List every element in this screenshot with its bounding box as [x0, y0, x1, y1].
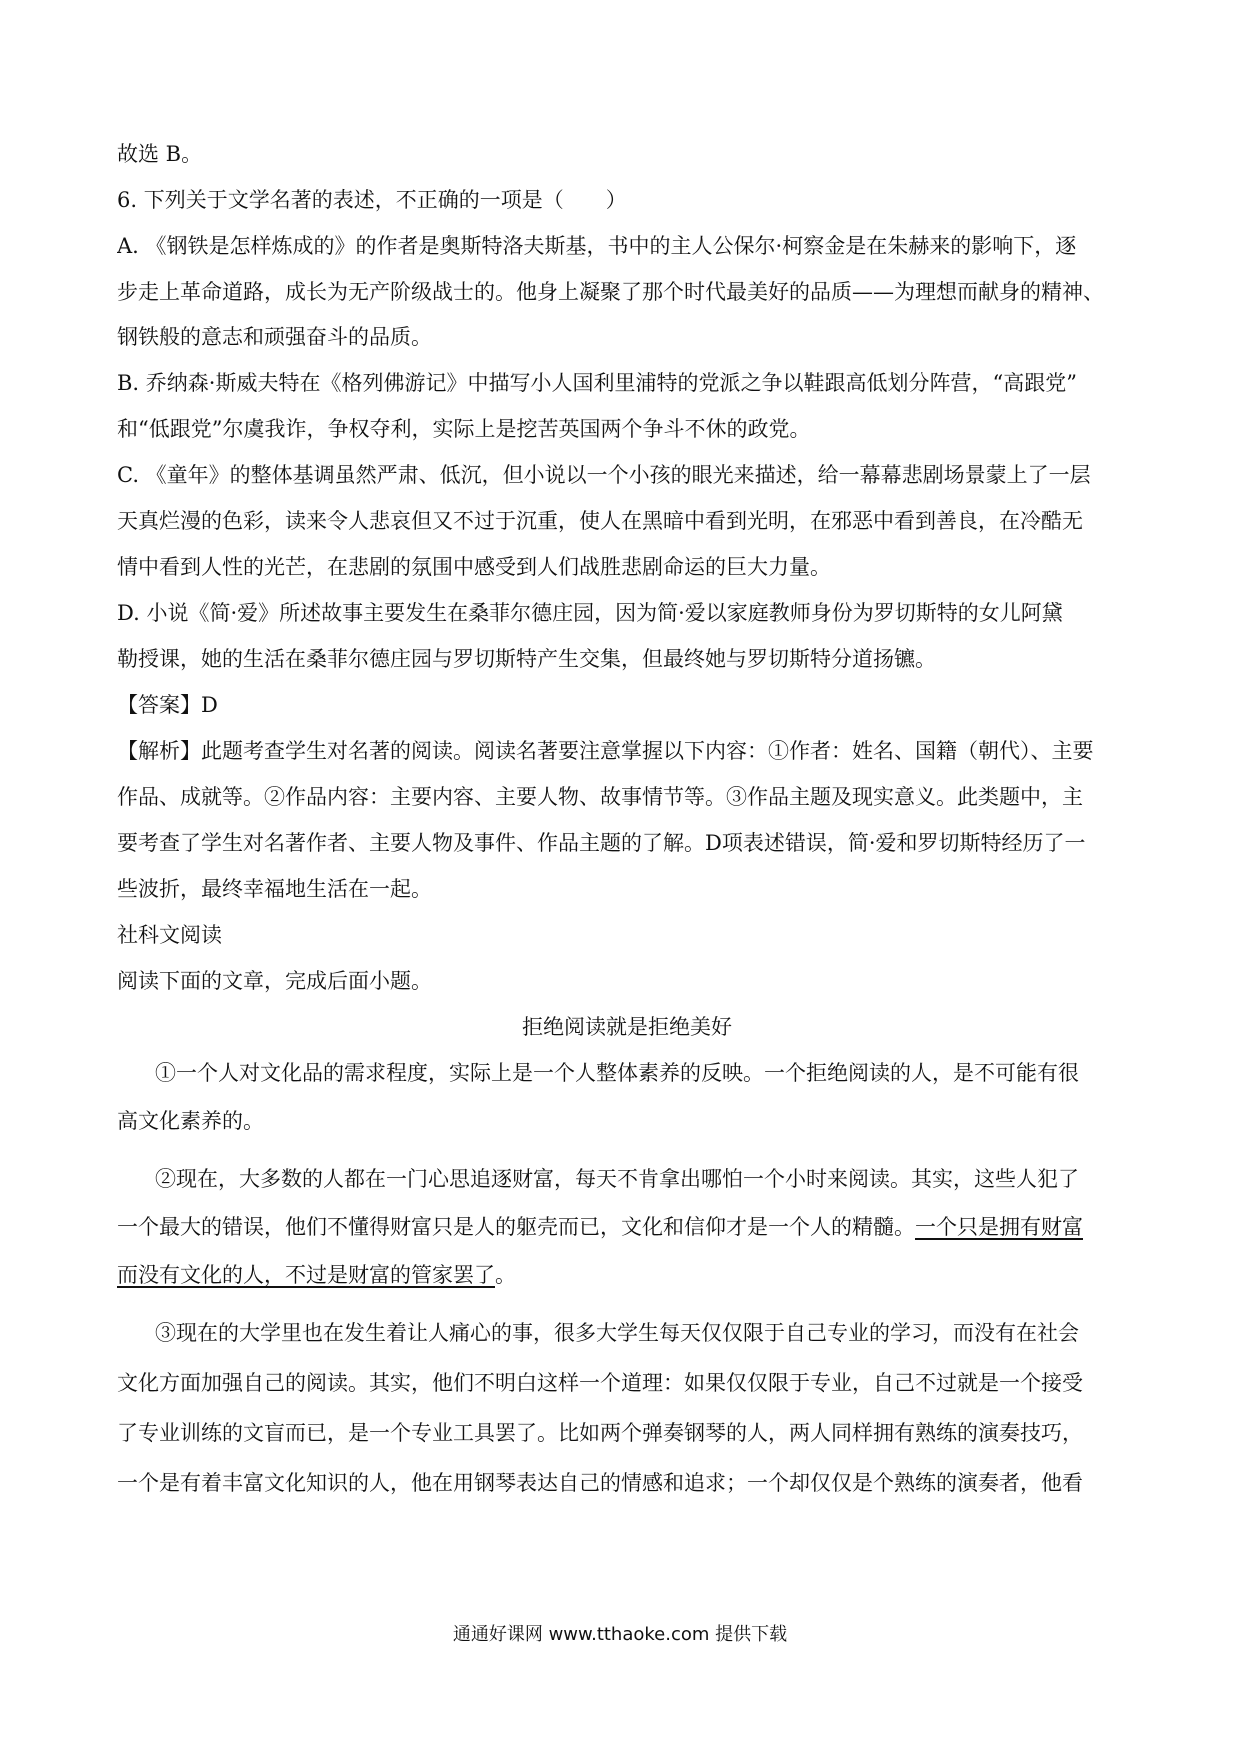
paragraph-2-line-1: ②现在，大多数的人都在一门心思追逐财富，每天不肯拿出哪怕一个小时来阅读。其实，这些人犯了 — [155, 1167, 1079, 1191]
previous-answer-tail: 故选 B。 — [117, 142, 203, 166]
paragraph-2-end-punct: 。 — [495, 1263, 516, 1287]
option-a-line-2: 步走上革命道路，成长为无产阶级战士的。他身上凝聚了那个时代最美好的品质——为理想而献身的精神、 — [117, 280, 1104, 304]
option-c-line-1: C. 《童年》的整体基调虽然严肃、低沉，但小说以一个小孩的眼光来描述，给一幕幕悲剧场景蒙上了一层 — [117, 463, 1091, 487]
option-b-line-2: 和“低跟党”尔虞我诈，争权夺利，实际上是挖苦英国两个争斗不休的政党。 — [117, 417, 811, 441]
paragraph-3-line-3: 了专业训练的文盲而已，是一个专业工具罢了。比如两个弹奏钢琴的人，两人同样拥有熟练的演奏技巧， — [117, 1421, 1083, 1445]
analysis-line-1: 【解析】此题考查学生对名著的阅读。阅读名著要注意掌握以下内容：①作者：姓名、国籍（朝代）、主要 — [117, 739, 1094, 763]
article-title: 拒绝阅读就是拒绝美好 — [522, 1015, 732, 1039]
option-c-line-3: 情中看到人性的光芒，在悲剧的氛围中感受到人们战胜悲剧命运的巨大力量。 — [117, 555, 831, 579]
analysis-line-4: 些波折，最终幸福地生活在一起。 — [117, 877, 432, 901]
answer-label: 【答案】D — [117, 693, 218, 717]
section-heading: 社科文阅读 — [117, 923, 222, 947]
option-a-line-1: A. 《钢铁是怎样炼成的》的作者是奥斯特洛夫斯基，书中的主人公保尔·柯察金是在朱赫来的影响下，逐 — [117, 234, 1077, 258]
option-d-line-2: 勒授课，她的生活在桑菲尔德庄园与罗切斯特产生交集，但最终她与罗切斯特分道扬镳。 — [117, 647, 936, 671]
paragraph-1-line-2: 高文化素养的。 — [117, 1109, 264, 1133]
reading-instruction: 阅读下面的文章，完成后面小题。 — [117, 969, 432, 993]
paragraph-3-line-4: 一个是有着丰富文化知识的人，他在用钢琴表达自己的情感和追求；一个却仅仅是个熟练的演奏者，他看 — [117, 1471, 1083, 1495]
paragraph-2-plain-text: 一个最大的错误，他们不懂得财富只是人的躯壳而已，文化和信仰才是一个人的精髓。 — [117, 1215, 915, 1239]
analysis-line-2: 作品、成就等。②作品内容：主要内容、主要人物、故事情节等。③作品主题及现实意义。此类题中，主 — [117, 785, 1083, 809]
paragraph-3-line-1: ③现在的大学里也在发生着让人痛心的事，很多大学生每天仅仅限于自己专业的学习，而没有在社会 — [155, 1321, 1079, 1345]
paragraph-3-line-2: 文化方面加强自己的阅读。其实，他们不明白这样一个道理：如果仅仅限于专业，自己不过就是一个接受 — [117, 1371, 1083, 1395]
paragraph-2-line-2 — [117, 1212, 1137, 1242]
analysis-line-3: 要考查了学生对名著作者、主要人物及事件、作品主题的了解。D项表述错误，简·爱和罗切斯特经历了一 — [117, 831, 1086, 855]
question-6-stem: 6. 下列关于文学名著的表述，不正确的一项是（ ） — [117, 188, 627, 212]
option-c-line-2: 天真烂漫的色彩，读来令人悲哀但又不过于沉重，使人在黑暗中看到光明，在邪恶中看到善良，在冷酷无 — [117, 509, 1083, 533]
underlined-sentence-part-1: 一个只是拥有财富 — [915, 1215, 1083, 1239]
option-d-line-1: D. 小说《简·爱》所述故事主要发生在桑菲尔德庄园，因为简·爱以家庭教师身份为罗切斯特的女儿阿黛 — [117, 601, 1063, 625]
option-b-line-1: B. 乔纳森·斯威夫特在《格列佛游记》中描写小人国利里浦特的党派之争以鞋跟高低划分阵营，“高跟党” — [117, 371, 1077, 395]
option-a-line-3: 钢铁般的意志和顽强奋斗的品质。 — [117, 325, 432, 349]
footer-source: 通通好课网 www.tthaoke.com 提供下载 — [452, 1624, 788, 1645]
underlined-sentence-part-2: 而没有文化的人，不过是财富的管家罢了 — [117, 1263, 495, 1287]
paragraph-2-line-3 — [117, 1260, 1137, 1290]
paragraph-1-line-1: ①一个人对文化品的需求程度，实际上是一个人整体素养的反映。一个拒绝阅读的人，是不可能有很 — [155, 1061, 1079, 1085]
